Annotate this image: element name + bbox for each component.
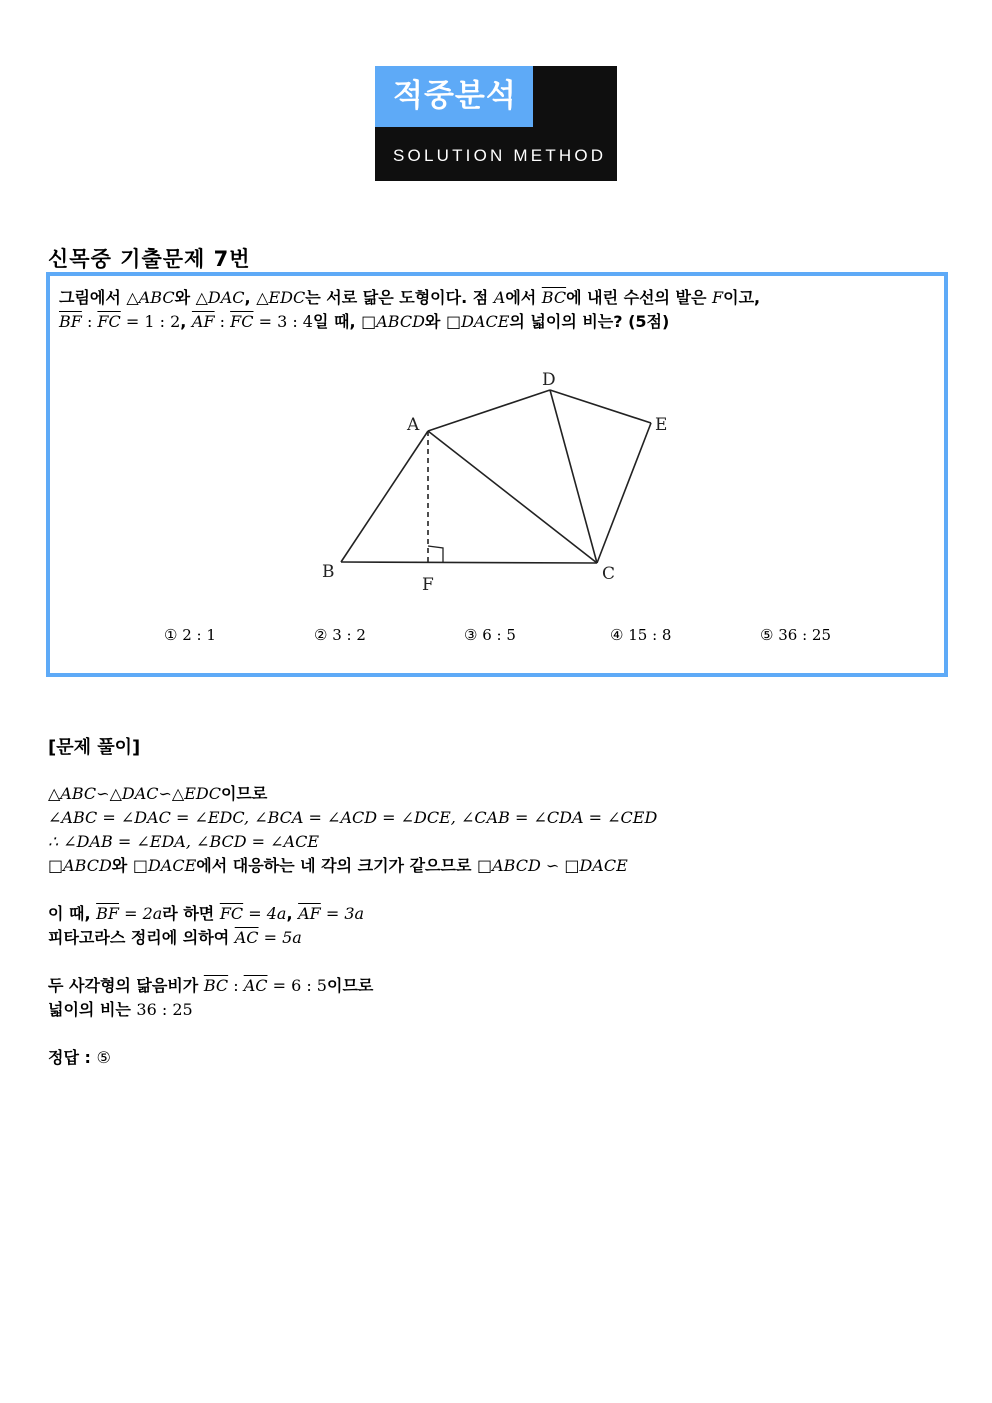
answer-label: 정답 : [48, 1048, 97, 1067]
segment-ec [597, 423, 651, 563]
choice-value: 6 : 5 [482, 626, 516, 644]
text: 는 서로 닮은 도형이다. 점 [305, 288, 494, 307]
math-segment-fc: $\overline{FC}$ [230, 312, 254, 331]
answer-line [48, 1046, 948, 1070]
text: 의 넓이의 비는? (5점) [509, 312, 670, 331]
choice-value: 3 : 2 [332, 626, 366, 644]
choice-3[interactable] [464, 626, 516, 644]
solution-line [48, 806, 948, 830]
choice-1[interactable] [164, 626, 216, 644]
math-triangle-dac: △DAC [195, 288, 245, 307]
segment-ad [428, 390, 550, 431]
logo-title: 적중분석 [375, 66, 533, 127]
segment-dc [550, 390, 597, 563]
logo-subtitle: SOLUTION METHOD [393, 146, 607, 165]
math: = 3 : 4 [253, 312, 313, 331]
math: △ABC∽△DAC∽△EDC [48, 784, 221, 803]
label-b: B [322, 562, 335, 582]
text: 이므로 [220, 784, 268, 803]
math-segment-ac: $\overline{AC}$ [243, 976, 268, 995]
math: = 3a [320, 904, 365, 923]
text: 라 하면 [162, 904, 220, 923]
solution-body [48, 782, 948, 1070]
solution-line [48, 998, 948, 1022]
math: □ABCD ∽ □DACE [476, 856, 628, 875]
solution-line [48, 926, 948, 950]
math-segment-bc: $\overline{BC}$ [541, 288, 567, 307]
choice-number: ③ [464, 626, 478, 644]
math: 36 : 25 [136, 1000, 193, 1019]
segment-ab [341, 431, 428, 562]
math-segment-ac: $\overline{AC}$ [234, 928, 259, 947]
label-d: D [542, 370, 556, 390]
solution-line [48, 854, 948, 878]
text: 이고, [723, 288, 761, 307]
math-triangle-abc: △ABC [126, 288, 175, 307]
text: 일 때, [312, 312, 362, 331]
text: 와 [111, 856, 133, 875]
choice-5[interactable] [760, 626, 831, 644]
segment-de [550, 390, 651, 423]
math-quad-abcd: □ABCD [361, 312, 425, 331]
solution-line [48, 974, 948, 998]
label-f: F [422, 575, 434, 594]
math-point-f: F [712, 288, 724, 307]
right-angle-mark [428, 546, 443, 562]
math: : [214, 312, 231, 331]
text: 이 때, [48, 904, 97, 923]
text: , [244, 288, 257, 307]
text: 에서 대응하는 네 각의 크기가 같으므로 [196, 856, 477, 875]
choice-number: ④ [610, 626, 624, 644]
solution-line [48, 830, 948, 854]
math-segment-fc: $\overline{FC}$ [219, 904, 244, 923]
text: 두 사각형의 닮음비가 [48, 976, 204, 995]
math: : [228, 976, 244, 995]
math: □ABCD [48, 856, 112, 875]
math-segment-af: $\overline{AF}$ [191, 312, 215, 331]
math-segment-af: $\overline{AF}$ [298, 904, 321, 923]
text: 이므로 [326, 976, 374, 995]
solution-heading: [문제 풀이] [48, 737, 141, 758]
math: = 1 : 2 [120, 312, 181, 331]
geometry-figure [318, 364, 690, 594]
math-quad-dace: □DACE [445, 312, 510, 331]
answer-choices [50, 626, 944, 650]
text: , [286, 904, 299, 923]
text: 와 [174, 288, 196, 307]
math-segment-fc: $\overline{FC}$ [97, 312, 121, 331]
choice-2[interactable] [314, 626, 366, 644]
choice-number: ⑤ [760, 626, 774, 644]
choice-value: 2 : 1 [182, 626, 216, 644]
label-e: E [655, 415, 668, 435]
choice-value: 15 : 8 [628, 626, 672, 644]
question-line-1 [59, 286, 939, 310]
text: 그림에서 [59, 288, 127, 307]
choice-number: ② [314, 626, 328, 644]
math: = 5a [258, 928, 302, 947]
solution-method-logo [375, 66, 617, 181]
math-segment-bf: $\overline{BF}$ [96, 904, 119, 923]
answer-value: ⑤ [96, 1048, 111, 1067]
segment-bc [341, 562, 597, 563]
text: 에 내린 수선의 발은 [566, 288, 713, 307]
math-triangle-edc: △EDC [256, 288, 306, 307]
choice-4[interactable] [610, 626, 671, 644]
math-segment-bf: $\overline{BF}$ [59, 312, 82, 331]
math: = 6 : 5 [267, 976, 327, 995]
math: : [81, 312, 98, 331]
text: 와 [424, 312, 446, 331]
question-box [46, 272, 948, 677]
solution-line [48, 902, 948, 926]
question-title: 신목중 기출문제 7번 [48, 247, 251, 271]
choice-value: 36 : 25 [778, 626, 831, 644]
label-c: C [602, 564, 616, 584]
text: , [180, 312, 192, 331]
solution-line [48, 782, 948, 806]
question-line-2 [59, 310, 939, 334]
segment-ac [428, 431, 597, 563]
label-a: A [407, 415, 420, 435]
math: ∴ ∠DAB = ∠EDA, ∠BCD = ∠ACE [48, 832, 320, 851]
text: 에서 [505, 288, 542, 307]
text: 넓이의 비는 [48, 1000, 137, 1019]
math: ∠ABC = ∠DAC = ∠EDC, ∠BCA = ∠ACD = ∠DCE, ∠CAB = ∠CDA = ∠CED [48, 808, 658, 827]
math-segment-bc: $\overline{BC}$ [203, 976, 229, 995]
math: □DACE [132, 856, 197, 875]
text: 피타고라스 정리에 의하여 [48, 928, 235, 947]
choice-number: ① [164, 626, 178, 644]
math: = 4a [243, 904, 287, 923]
question-text [59, 286, 939, 334]
math: = 2a [119, 904, 163, 923]
math-point-a: A [493, 288, 506, 307]
